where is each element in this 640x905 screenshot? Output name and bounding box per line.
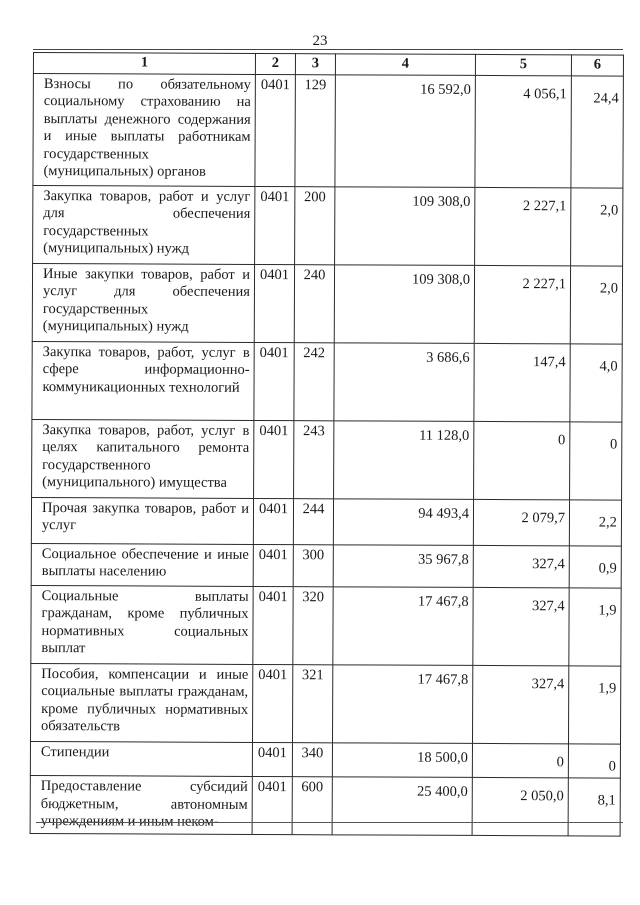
row-name-cell: Закупка товаров, работ, услуг в целях капитального ремонта государственного (муниципального) имущества — [32, 419, 254, 498]
row-execution-percent: 24,4 — [571, 75, 623, 187]
table-row — [33, 185, 623, 266]
row-name-cell: Иные закупки товаров, работ и услуг для обеспечения государственных (муниципальных) нужд — [32, 263, 254, 342]
row-executed-amount: 2 227,1 — [475, 187, 571, 265]
row-name-cell: Предоставление субсидий бюджетным, автономным учреждениям и иным неком- — [30, 775, 252, 833]
header-col-5: 5 — [475, 54, 571, 75]
row-planned-amount: 35 967,8 — [333, 544, 473, 587]
row-expense-type-code: 242 — [294, 342, 334, 420]
row-name-cell: Закупка товаров, работ и услуг для обеспечения государственных (муниципальных) нужд — [33, 185, 255, 264]
table-row — [30, 775, 620, 835]
row-executed-amount: 327,4 — [473, 545, 569, 587]
row-execution-percent: 2,0 — [570, 265, 622, 343]
row-section-code: 0401 — [252, 664, 292, 742]
row-planned-amount: 11 128,0 — [334, 420, 474, 499]
row-expense-type-code: 243 — [294, 420, 334, 498]
budget-table-sheet — [30, 52, 623, 836]
row-section-code: 0401 — [254, 342, 294, 420]
table-row — [31, 585, 621, 666]
row-section-code: 0401 — [253, 498, 293, 544]
header-col-4: 4 — [335, 54, 475, 75]
row-executed-amount: 0 — [474, 421, 570, 499]
row-section-code: 0401 — [252, 776, 292, 834]
row-section-code: 0401 — [253, 544, 293, 586]
row-execution-percent: 2,0 — [571, 187, 623, 265]
row-planned-amount: 18 500,0 — [332, 742, 472, 777]
row-section-code: 0401 — [255, 74, 295, 186]
row-section-code: 0401 — [254, 264, 294, 342]
row-expense-type-code: 600 — [292, 777, 332, 835]
row-name-cell: Стипендии — [30, 741, 252, 776]
row-planned-amount: 94 493,4 — [333, 498, 473, 545]
row-expense-type-code: 244 — [293, 498, 333, 544]
row-name-cell: Взносы по обязательному социальному страхованию на выплаты денежного содержания и иные выплаты работникам государственных (муниципальных) органов — [33, 73, 255, 186]
row-expense-type-code: 200 — [295, 186, 335, 264]
header-col-6: 6 — [571, 55, 623, 76]
row-section-code: 0401 — [255, 186, 295, 264]
row-executed-amount: 147,4 — [474, 343, 570, 421]
row-planned-amount: 25 400,0 — [332, 777, 472, 835]
header-col-1: 1 — [33, 53, 255, 74]
header-col-3: 3 — [295, 54, 335, 75]
row-planned-amount: 3 686,6 — [334, 342, 474, 421]
top-rule — [33, 49, 623, 50]
row-executed-amount: 4 056,1 — [475, 75, 571, 187]
row-expense-type-code: 340 — [292, 742, 332, 777]
row-section-code: 0401 — [252, 742, 292, 777]
table-row — [33, 73, 623, 188]
row-execution-percent: 1,9 — [569, 587, 621, 665]
row-section-code: 0401 — [254, 420, 294, 498]
row-name-cell: Прочая закупка товаров, работ и услуг — [31, 497, 253, 544]
row-planned-amount: 109 308,0 — [335, 186, 475, 265]
row-name-cell: Социальное обеспечение и иные выплаты населению — [31, 543, 253, 586]
row-execution-percent: 1,9 — [568, 665, 620, 743]
row-executed-amount: 327,4 — [473, 587, 569, 665]
row-expense-type-code: 320 — [293, 586, 333, 664]
row-expense-type-code: 129 — [295, 74, 335, 186]
row-planned-amount: 17 467,8 — [333, 586, 473, 665]
row-name-cell: Закупка товаров, работ, услуг в сфере информационно-коммуникационных технологий — [32, 341, 254, 420]
row-execution-percent: 2,2 — [569, 499, 621, 545]
row-executed-amount: 327,4 — [472, 665, 568, 743]
row-name-cell: Социальные выплаты гражданам, кроме публичных нормативных социальных выплат — [31, 585, 253, 664]
row-expense-type-code: 240 — [294, 264, 334, 342]
row-planned-amount: 17 467,8 — [332, 664, 472, 743]
row-executed-amount: 2 227,1 — [474, 265, 570, 343]
row-execution-percent: 0,9 — [569, 545, 621, 587]
row-execution-percent: 8,1 — [568, 778, 620, 836]
table-row — [31, 497, 621, 546]
header-col-2: 2 — [255, 53, 295, 74]
row-execution-percent: 0 — [570, 421, 622, 499]
table-row — [32, 263, 622, 344]
header-row — [33, 53, 623, 76]
page-number: 23 — [312, 33, 328, 49]
row-executed-amount: 2 050,0 — [472, 777, 568, 835]
row-executed-amount: 0 — [472, 743, 568, 778]
table-row — [30, 663, 620, 744]
row-expense-type-code: 321 — [292, 664, 332, 742]
table-row — [32, 419, 622, 500]
row-planned-amount: 109 308,0 — [334, 264, 474, 343]
row-execution-percent: 0 — [568, 743, 620, 778]
row-name-cell: Пособия, компенсации и иные социальные выплаты гражданам, кроме публичных нормативных обязательств — [30, 663, 252, 742]
table-row — [31, 543, 621, 588]
row-section-code: 0401 — [253, 586, 293, 664]
table-row — [32, 341, 622, 422]
row-planned-amount: 16 592,0 — [335, 74, 475, 187]
budget-table — [30, 52, 624, 836]
row-expense-type-code: 300 — [293, 544, 333, 586]
table-row — [30, 741, 620, 778]
row-execution-percent: 4,0 — [570, 343, 622, 421]
row-executed-amount: 2 079,7 — [473, 499, 569, 545]
page-bottom-line — [36, 822, 623, 823]
